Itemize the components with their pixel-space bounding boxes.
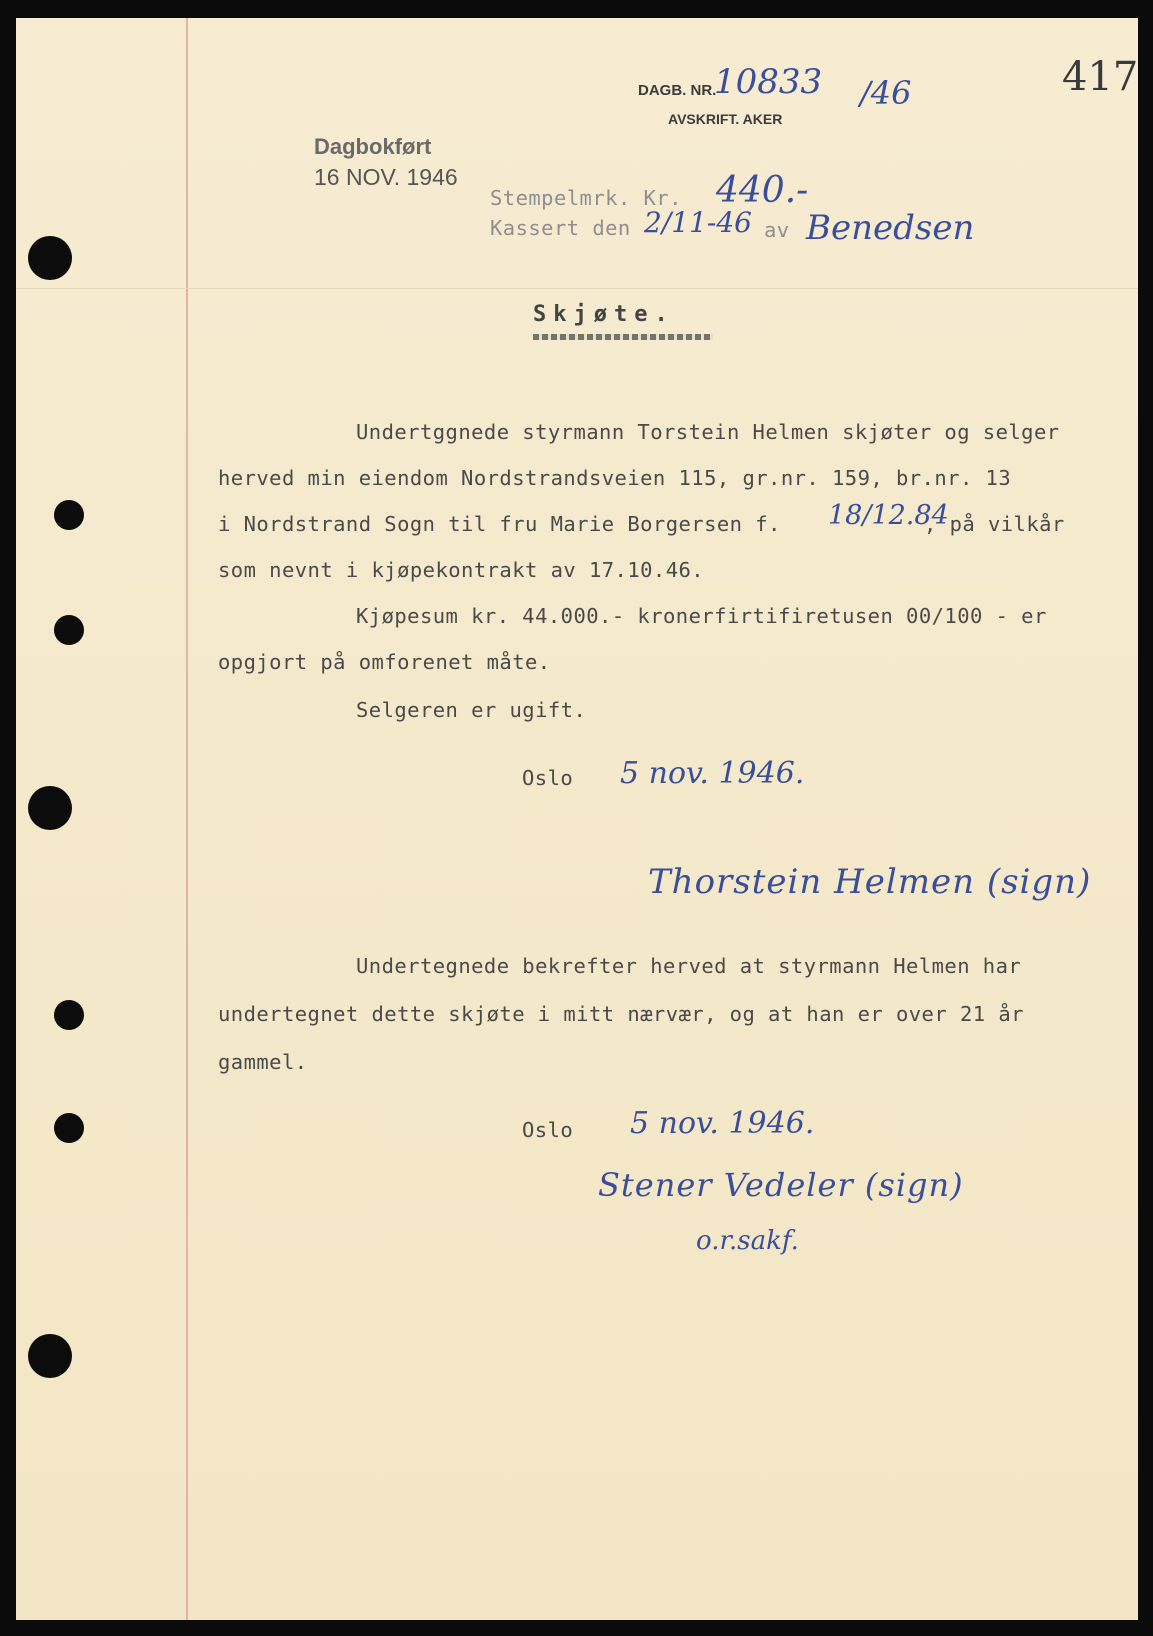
binder-hole bbox=[28, 236, 72, 280]
body-line: Undertggnede styrmann Torstein Helmen skjøter og selger bbox=[356, 420, 1060, 444]
body-line: i Nordstrand Sogn til fru Marie Borgersen f. bbox=[218, 512, 781, 536]
binder-hole bbox=[28, 786, 72, 830]
body-line: undertegnet dette skjøte i mitt nærvær, og at han er over 21 år bbox=[218, 1002, 1024, 1026]
binder-hole bbox=[54, 1000, 84, 1030]
kassert-date: 2/11-46 bbox=[644, 206, 752, 239]
kassert-label: Kassert den bbox=[490, 216, 631, 240]
body-line: Selgeren er ugift. bbox=[356, 698, 587, 722]
dagb-stamp-subtitle: AVSKRIFT. AKER bbox=[668, 111, 783, 127]
date-handwritten: 5 nov. 1946. bbox=[630, 1106, 815, 1141]
fold-line bbox=[16, 288, 1138, 289]
kassert-av: av bbox=[764, 218, 790, 242]
body-line: Undertegnede bekrefter herved at styrmann Helmen har bbox=[356, 954, 1022, 978]
binder-hole bbox=[28, 1334, 72, 1378]
dagb-number: 10833 bbox=[714, 62, 823, 102]
binder-hole bbox=[54, 500, 84, 530]
stempel-amount: 440.- bbox=[716, 170, 809, 211]
document-title: Skjøte. bbox=[533, 302, 675, 327]
body-line: , på vilkår bbox=[924, 512, 1065, 536]
binder-hole bbox=[54, 615, 84, 645]
stempel-label: Stempelmrk. Kr. bbox=[490, 186, 682, 210]
dagbokfort-date: 16 NOV. 1946 bbox=[314, 164, 458, 190]
body-line: Kjøpesum kr. 44.000.- kronerfirtifiretusen 00/100 - er bbox=[356, 604, 1047, 628]
dagbokfort-label: Dagbokført bbox=[314, 134, 432, 159]
seller-signature: Thorstein Helmen (sign) bbox=[648, 862, 1092, 902]
dagb-stamp-label: DAGB. NR. bbox=[638, 82, 717, 99]
body-line: opgjort på omforenet måte. bbox=[218, 650, 551, 674]
page-number: 417 bbox=[1062, 54, 1139, 100]
kassert-signature: Benedsen bbox=[806, 208, 975, 248]
witness-signature: Stener Vedeler (sign) bbox=[598, 1166, 964, 1204]
body-line: gammel. bbox=[218, 1050, 308, 1074]
document-page bbox=[16, 18, 1138, 1620]
title-underline bbox=[533, 334, 713, 340]
place: Oslo bbox=[522, 1118, 574, 1142]
place: Oslo bbox=[522, 766, 574, 790]
binder-hole bbox=[54, 1113, 84, 1143]
body-line: som nevnt i kjøpekontrakt av 17.10.46. bbox=[218, 558, 705, 582]
witness-title: o.r.sakf. bbox=[696, 1226, 799, 1256]
birth-date-handwritten: 18/12.84 bbox=[828, 500, 949, 531]
date-handwritten: 5 nov. 1946. bbox=[620, 756, 805, 791]
margin-line bbox=[186, 18, 188, 1620]
body-line: herved min eiendom Nordstrandsveien 115, gr.nr. 159, br.nr. 13 bbox=[218, 466, 1012, 490]
dagb-year: /46 bbox=[860, 74, 912, 112]
